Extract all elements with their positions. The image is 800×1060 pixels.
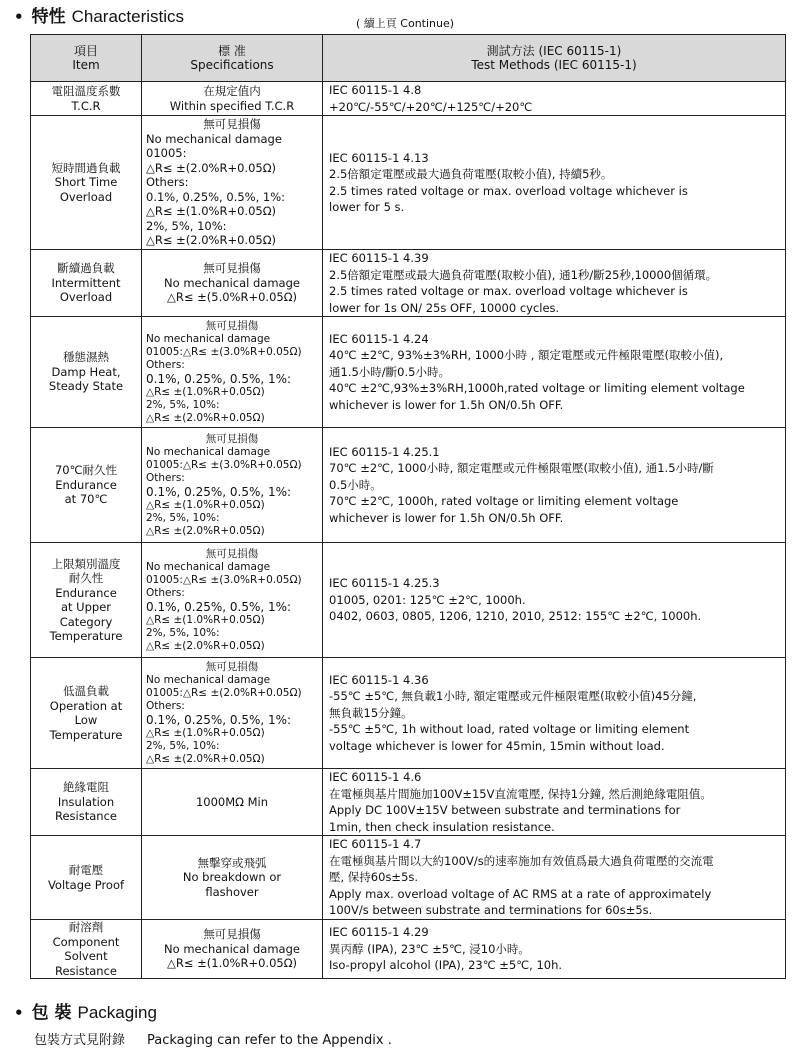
header-spec: 標 准 Specifications <box>142 35 323 82</box>
test-method-cell-line: whichever is lower for 1.5h ON/0.5h OFF. <box>329 510 564 525</box>
spec-cell-line: Others: <box>146 586 185 599</box>
item-cell-line: Overload <box>59 290 113 305</box>
item-cell-line: Overload <box>59 189 113 204</box>
spec-cell-line: 2%, 5%, 10%: <box>146 218 227 233</box>
item-cell-line: at 70℃ <box>64 492 108 507</box>
item-cell-line: Damp Heat, <box>51 364 121 379</box>
spec-cell <box>142 769 323 836</box>
spec-cell-line: flashover <box>205 884 259 899</box>
spec-cell-line: 0.1%, 0.25%, 0.5%, 1%: <box>146 189 286 204</box>
table-row <box>31 428 786 543</box>
item-cell-line: 絶緣電阻 <box>63 780 109 795</box>
spec-cell-line: 0.1%, 0.25%, 0.5%, 1%: <box>146 484 292 499</box>
spec-cell-line: 01005:△R≤ ±(3.0%R+0.05Ω) <box>146 458 302 471</box>
test-method-cell-line: lower for 5 s. <box>329 200 405 214</box>
spec-cell-line: △R≤ ±(1.0%R+0.05Ω) <box>146 385 265 398</box>
spec-cell-line: 01005:△R≤ ±(3.0%R+0.05Ω) <box>146 573 302 586</box>
item-cell-line: 斷續過負載 <box>57 261 115 276</box>
spec-cell-line: △R≤ ±(2.0%R+0.05Ω) <box>146 752 265 765</box>
spec-cell-line: No breakdown or <box>182 870 282 885</box>
test-method-cell-line: 40℃ ±2℃, 93%±3%RH, 1000小時 , 額定電壓或元件極限電壓(取較小值), <box>329 348 724 363</box>
item-cell-line: 短時間過負載 <box>51 160 121 175</box>
characteristics-table <box>30 34 786 979</box>
spec-cell-line: 無可見損傷 <box>203 261 261 276</box>
test-method-cell-line: 01005, 0201: 125℃ ±2℃, 1000h. <box>329 592 526 607</box>
test-method-cell <box>323 769 786 836</box>
item-cell-line: Component <box>52 934 120 949</box>
test-method-cell-line: 在電極與基片間以大約100V/s的速率施加有效值爲最大過負荷電壓的交流電 <box>329 853 714 868</box>
spec-cell-line: 0.1%, 0.25%, 0.5%, 1%: <box>146 371 292 386</box>
item-cell-line: Resistance <box>55 809 117 824</box>
spec-cell <box>142 116 323 250</box>
spec-cell <box>142 658 323 769</box>
test-method-cell <box>323 836 786 920</box>
item-cell <box>31 543 142 658</box>
test-method-cell-line: 壓, 保持60s±5s. <box>329 870 419 885</box>
section-title-packaging <box>14 998 157 1023</box>
item-cell <box>31 317 142 428</box>
table-row <box>31 658 786 769</box>
test-method-cell-line: voltage whichever is lower for 45min, 15min without load. <box>329 738 665 753</box>
test-method-cell-line: 70℃ ±2℃, 1000小時, 額定電壓或元件極限電壓(取較小值), 通1.5小時/斷 <box>329 461 714 476</box>
test-method-cell-line: IEC 60115-1 4.13 <box>329 150 429 165</box>
item-cell-line: 低溫負載 <box>63 684 109 698</box>
spec-cell-line: 無可見損傷 <box>205 319 259 332</box>
table-row <box>31 82 786 116</box>
test-method-cell <box>323 82 786 116</box>
bullet: • <box>14 8 24 26</box>
spec-cell-line: Others: <box>146 699 185 712</box>
test-method-cell-line: 40℃ ±2℃,93%±3%RH,1000h,rated voltage or limiting element voltage <box>329 381 745 396</box>
item-cell-line: 耐久性 <box>68 571 104 585</box>
packaging-note-en: Packaging can refer to the Appendix . <box>147 1033 392 1048</box>
spec-cell-line: 在規定值内 <box>203 84 261 98</box>
spec-cell <box>142 317 323 428</box>
test-method-cell-line: 2.5倍額定電壓或最大過負荷電壓(取較小值), 通1秒/斷25秒,10000個循環。 <box>329 267 718 282</box>
table-row <box>31 920 786 979</box>
spec-cell-line: Others: <box>146 175 189 190</box>
table-row <box>31 836 786 920</box>
item-cell-line: 穩態濕熱 <box>63 350 109 365</box>
item-cell-line: Endurance <box>55 477 117 492</box>
item-cell-line: Insulation <box>57 794 115 809</box>
section-title-en: Characteristics <box>71 7 185 26</box>
test-method-cell-line: IEC 60115-1 4.25.3 <box>329 576 440 591</box>
spec-cell-line: △R≤ ±(1.0%R+0.05Ω) <box>146 498 265 511</box>
test-method-cell-line: 2.5 times rated voltage or max. overload voltage whichever is <box>329 284 688 298</box>
spec-cell-line: △R≤ ±(1.0%R+0.05Ω) <box>146 613 265 626</box>
spec-cell-line: △R≤ ±(5.0%R+0.05Ω) <box>167 290 297 305</box>
test-method-cell-line: 通1.5小時/斷0.5小時。 <box>329 364 450 379</box>
test-method-cell-line: IEC 60115-1 4.25.1 <box>329 444 440 459</box>
spec-cell-line: 無可見損傷 <box>205 432 259 445</box>
item-cell-line: Temperature <box>49 727 123 742</box>
item-cell <box>31 428 142 543</box>
header-item: 項目 Item <box>31 35 142 82</box>
spec-cell-line: No mechanical damage <box>164 275 300 290</box>
spec-cell <box>142 920 323 979</box>
item-cell <box>31 82 142 116</box>
spec-cell-line: 0.1%, 0.25%, 0.5%, 1%: <box>146 599 292 614</box>
test-method-cell <box>323 250 786 317</box>
item-cell <box>31 920 142 979</box>
item-cell-line: Temperature <box>49 629 123 643</box>
spec-cell-line: No mechanical damage <box>146 131 282 146</box>
item-cell-line: Solvent <box>64 949 108 963</box>
item-cell <box>31 250 142 317</box>
test-method-cell-line: -55℃ ±5℃, 1h without load, rated voltage or limiting element <box>329 722 690 737</box>
item-cell-line: Steady State <box>48 379 124 394</box>
spec-cell <box>142 836 323 920</box>
spec-cell-line: No mechanical damage <box>164 941 300 956</box>
test-method-cell <box>323 317 786 428</box>
item-cell-line: 電阻溫度系數 <box>51 84 121 98</box>
item-cell-line: 上限類別溫度 <box>51 556 121 571</box>
spec-cell-line: No mechanical damage <box>146 445 271 458</box>
test-method-cell-line: lower for 1s ON/ 25s OFF, 10000 cycles. <box>329 300 560 315</box>
test-method-cell-line: 2.5倍額定電壓或最大過負荷電壓(取較小值), 持續5秒。 <box>329 167 613 181</box>
item-cell-line: T.C.R <box>71 98 101 113</box>
section-title-characteristics <box>14 2 184 27</box>
spec-cell-line: 0.1%, 0.25%, 0.5%, 1%: <box>146 712 292 727</box>
spec-cell-line: 01005: <box>146 146 187 161</box>
test-method-cell-line: IEC 60115-1 4.8 <box>329 83 422 97</box>
item-cell-line: at Upper <box>60 600 112 614</box>
section-title-zh: 包 裝 <box>31 1003 72 1023</box>
spec-cell-line: No mechanical damage <box>146 673 271 686</box>
item-cell-line: Short Time <box>54 175 118 190</box>
spec-cell-line: 無可見損傷 <box>205 660 259 673</box>
spec-cell-line: 無可見損傷 <box>203 117 261 132</box>
table-row <box>31 769 786 836</box>
table-row <box>31 116 786 250</box>
spec-cell-line: △R≤ ±(2.0%R+0.05Ω) <box>146 524 265 537</box>
spec-cell <box>142 543 323 658</box>
table-row <box>31 250 786 317</box>
item-cell <box>31 116 142 250</box>
item-cell-line: 耐電壓 <box>68 863 104 877</box>
spec-cell-line: △R≤ ±(1.0%R+0.05Ω) <box>146 726 265 739</box>
spec-cell-line: 01005:△R≤ ±(2.0%R+0.05Ω) <box>146 686 302 699</box>
test-method-cell-line: 70℃ ±2℃, 1000h, rated voltage or limiting element voltage <box>329 494 679 509</box>
spec-cell <box>142 428 323 543</box>
item-cell-line: Endurance <box>55 585 117 600</box>
test-method-cell-line: -55℃ ±5℃, 無負載1小時, 額定電壓或元件極限電壓(取較小值)45分鐘, <box>329 689 697 704</box>
item-cell-line: 70℃耐久性 <box>54 463 118 478</box>
test-method-cell <box>323 428 786 543</box>
spec-cell-line: No mechanical damage <box>146 332 271 345</box>
item-cell <box>31 769 142 836</box>
test-method-cell-line: 無負載15分鐘。 <box>329 705 413 720</box>
test-method-cell-line: 100V/s between substrate and terminations for 60s±5s. <box>329 903 653 918</box>
test-method-cell-line: IEC 60115-1 4.7 <box>329 837 422 852</box>
test-method-cell <box>323 658 786 769</box>
spec-cell-line: 無擊穿或飛弧 <box>197 855 267 870</box>
packaging-note-zh: 包裝方式見附錄 <box>34 1033 126 1048</box>
item-cell <box>31 836 142 920</box>
test-method-cell-line: IEC 60115-1 4.39 <box>329 251 429 265</box>
spec-cell-line: No mechanical damage <box>146 560 271 573</box>
bullet: • <box>14 1004 24 1022</box>
test-method-cell-line: whichever is lower for 1.5h ON/0.5h OFF. <box>329 397 564 412</box>
test-method-cell-line: 2.5 times rated voltage or max. overload voltage whichever is <box>329 183 688 198</box>
header-test: 測試方法 (IEC 60115-1) Test Methods (IEC 60115-1) <box>323 35 786 82</box>
table-row <box>31 543 786 658</box>
spec-cell-line: 01005:△R≤ ±(3.0%R+0.05Ω) <box>146 345 302 358</box>
spec-cell-line: 無可見損傷 <box>205 547 259 560</box>
item-cell-line: Category <box>59 614 113 629</box>
table-header-row <box>31 35 786 82</box>
section-title-zh: 特性 <box>31 7 66 27</box>
item-cell-line: Intermittent <box>51 275 121 290</box>
test-method-cell <box>323 116 786 250</box>
test-method-cell-line: Iso-propyl alcohol (IPA), 23℃ ±5℃, 10h. <box>329 958 563 973</box>
spec-cell-line: 2%, 5%, 10%: <box>146 398 220 411</box>
spec-cell-line: 2%, 5%, 10%: <box>146 739 220 752</box>
spec-cell-line: 無可見損傷 <box>203 927 261 942</box>
spec-cell-line: Others: <box>146 358 185 371</box>
item-cell-line: Low <box>74 713 98 727</box>
test-method-cell-line: 在電極與基片間施加100V±15V直流電壓, 保持1分鐘, 然后測絶緣電阻值。 <box>329 786 712 801</box>
test-method-cell-line: IEC 60115-1 4.6 <box>329 770 422 784</box>
spec-cell-line: △R≤ ±(1.0%R+0.05Ω) <box>146 204 276 219</box>
test-method-cell <box>323 543 786 658</box>
spec-cell-line: △R≤ ±(2.0%R+0.05Ω) <box>146 411 265 424</box>
spec-cell-line: △R≤ ±(2.0%R+0.05Ω) <box>146 639 265 652</box>
test-method-cell-line: +20℃/-55℃/+20℃/+125℃/+20℃ <box>329 99 533 114</box>
spec-cell-line: 2%, 5%, 10%: <box>146 511 220 524</box>
test-method-cell-line: Apply max. overload voltage of AC RMS at a rate of approximately <box>329 886 712 901</box>
test-method-cell-line: IEC 60115-1 4.36 <box>329 672 429 687</box>
test-method-cell-line: 1min, then check insulation resistance. <box>329 819 555 834</box>
spec-cell-line: Others: <box>146 471 185 484</box>
test-method-cell-line: 0.5小時。 <box>329 477 382 492</box>
spec-cell-line: Within specified T.C.R <box>169 98 295 113</box>
spec-cell-line: △R≤ ±(1.0%R+0.05Ω) <box>167 956 297 971</box>
spec-cell-line: 2%, 5%, 10%: <box>146 626 220 639</box>
spec-cell <box>142 250 323 317</box>
spec-cell-line: △R≤ ±(2.0%R+0.05Ω) <box>146 233 276 248</box>
test-method-cell-line: 異丙醇 (IPA), 23℃ ±5℃, 浸10小時。 <box>329 941 530 956</box>
test-method-cell-line: 0402, 0603, 0805, 1206, 1210, 2010, 2512: 155℃ ±2℃, 1000h. <box>329 609 702 624</box>
packaging-note <box>34 1029 392 1048</box>
spec-cell <box>142 82 323 116</box>
section-title-en: Packaging <box>77 1003 157 1022</box>
spec-cell-line: 1000MΩ Min <box>195 794 269 809</box>
item-cell-line: 耐溶劑 <box>68 920 104 934</box>
test-method-cell-line: Apply DC 100V±15V between substrate and terminations for <box>329 803 681 817</box>
table-row <box>31 317 786 428</box>
spec-cell-line: △R≤ ±(2.0%R+0.05Ω) <box>146 160 276 175</box>
continue-label: ( 續上頁 Continue) <box>356 17 455 30</box>
test-method-cell <box>323 920 786 979</box>
item-cell-line: Voltage Proof <box>47 877 125 892</box>
item-cell <box>31 658 142 769</box>
item-cell-line: Resistance <box>55 963 117 978</box>
test-method-cell-line: IEC 60115-1 4.29 <box>329 925 429 940</box>
item-cell-line: Operation at <box>49 698 123 713</box>
test-method-cell-line: IEC 60115-1 4.24 <box>329 331 429 346</box>
